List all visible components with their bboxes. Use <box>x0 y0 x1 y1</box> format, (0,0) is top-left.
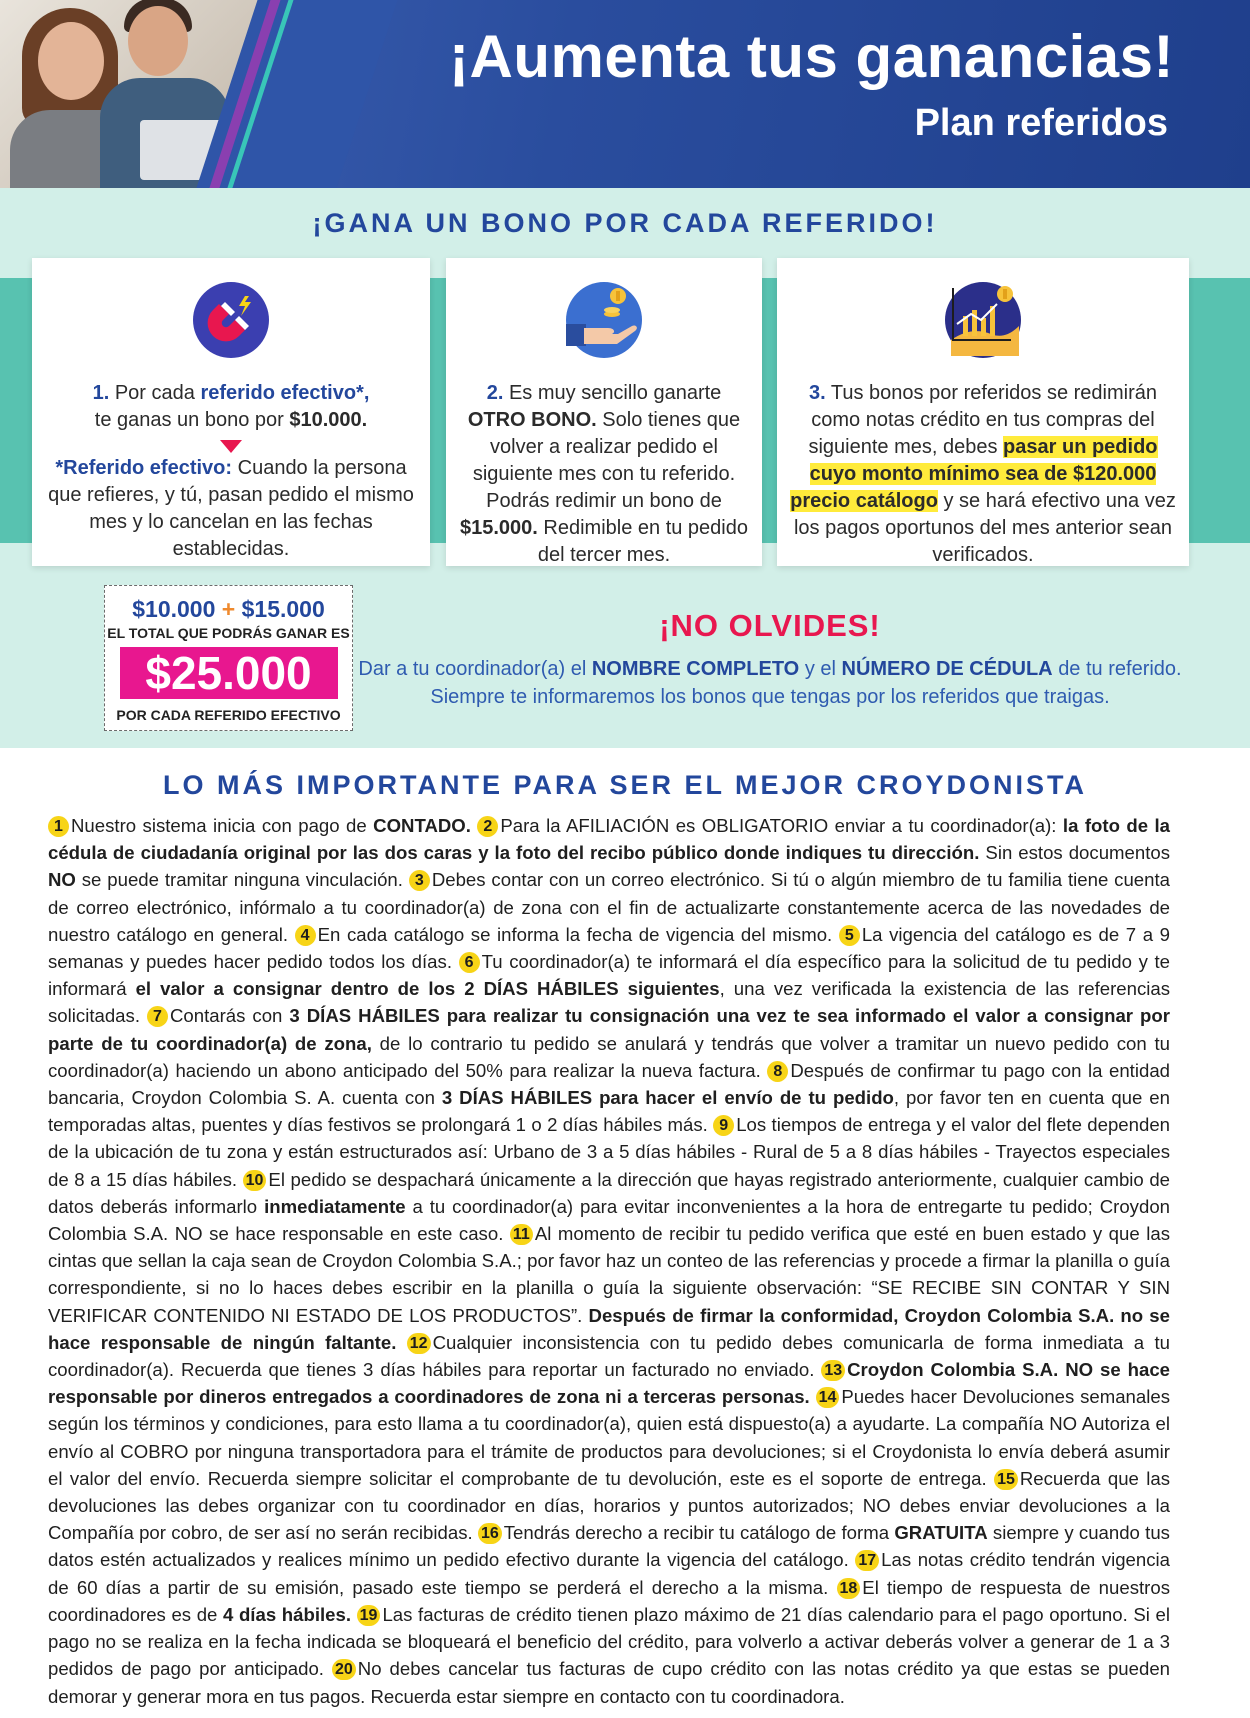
item-number-badge: 9 <box>713 1115 734 1136</box>
hand-coins-icon <box>564 280 644 360</box>
item-number-badge: 14 <box>816 1387 840 1408</box>
header-banner <box>0 0 1250 188</box>
magnet-icon <box>191 280 271 360</box>
item-text: Nuestro sistema inicia con pago de <box>71 815 374 836</box>
list-item <box>48 815 471 836</box>
item-text: El pedido se despachará únicamente a la dirección que hayas registrado anteriormente, cualquier cambio de datos deberás informarlo <box>48 1168 1170 1217</box>
item-text: 3 DÍAS HÁBILES para realizar tu consignación una vez te sea informado el valor a consignar por parte de tu coordinador(a) de zona, <box>48 1005 1170 1054</box>
item-text: La vigencia del catálogo es de 7 a 9 semanas y puedes hacer pedido todos los días. <box>48 923 1170 973</box>
item-text: Debes contar con un correo electrónico. Si tú o algún miembro de tu familia tiene cuenta de correo electrónico, infórmalo a tu coordinador(a) de zona con el fin de actualizarte constantemente acerca de las novedades de nuestro catálogo en general. <box>48 869 1170 945</box>
item-text: siempre y cuando tus datos estén actualizados y realices mínimo un pedido efectivo durante la vigencia del catálogo. <box>48 1522 1170 1571</box>
bonus-card-2: 2. Es muy sencillo ganarte OTRO BONO. Solo tienes que volver a realizar pedido el siguiente mes con tu referido. Podrás redimir un bono de $15.000. Redimible en tu pedido del tercer mes. <box>446 258 762 566</box>
item-text: Puedes hacer Devoluciones semanales según los términos y condiciones, para esto llama a tu coordinador(a), quien está dispuesto(a) a ayudarte. La compañía NO Autoriza el envío al COBRO por ninguna transportadora para el trámite de productos para devoluciones; si el Croydonista lo envía deberá asumir el valor del envío. Recuerda siempre solicitar el comprobante de tu devolución, este es el soporte de entrega. <box>48 1386 1170 1489</box>
growth-chart-icon <box>943 280 1023 360</box>
bonus-card-3: 3. Tus bonos por referidos se redimirán como notas crédito en tus compras del siguiente mes, debes pasar un pedido cuyo monto mínimo sea de $120.000 precio catálogo y se hará efectivo una vez los pagos oportunos del mes anterior sean verificados. <box>777 258 1189 566</box>
item-number-badge: 12 <box>407 1333 431 1354</box>
item-number-badge: 15 <box>994 1469 1018 1490</box>
bonus-section <box>0 188 1250 748</box>
item-number-badge: 3 <box>409 870 430 891</box>
item-number-badge: 18 <box>837 1578 861 1599</box>
item-text: Después de firmar la conformidad, Croydon Colombia S.A. no se hace responsable de ningún faltante. <box>48 1304 1170 1353</box>
item-text: de lo contrario tu pedido se anulará y tendrás que volver a tramitar un nuevo pedido con tu coordinador(a) haciendo un abono anticipado del 50% para realizar la nueva factura. <box>48 1032 1170 1081</box>
note-label: *Referido efectivo: <box>55 457 233 479</box>
item-text: Las notas crédito tendrán vigencia de 60 días a partir de su emisión, pasado este tiempo se perderá el derecho a la misma. <box>48 1549 1170 1598</box>
item-text: NO <box>48 869 76 891</box>
important-list <box>48 812 1170 1710</box>
item-text: el valor a consignar dentro de los 2 DÍAS HÁBILES siguientes <box>135 978 720 1000</box>
total-amount: $25.000 <box>120 647 338 699</box>
item-number-badge: 7 <box>147 1006 168 1027</box>
item-text: a tu coordinador(a) para evitar inconvenientes a la hora de entregarte tu pedido; Croydon Colombia S.A. NO se hace responsable en este caso. <box>48 1195 1171 1245</box>
total-box: $10.000 + $15.000 EL TOTAL QUE PODRÁS GANAR ES $25.000 POR CADA REFERIDO EFECTIVO <box>104 585 353 731</box>
item-text: inmediatamente <box>264 1195 406 1217</box>
item-text: se puede tramitar ninguna vinculación. <box>75 869 403 891</box>
page-title: ¡Aumenta tus ganancias! <box>449 23 1174 90</box>
item-text: , por favor ten en cuenta que en temporadas altas, puentes y días festivos se prolongará 1 o 2 días hábiles más. <box>48 1087 1170 1136</box>
item-text: El tiempo de respuesta de nuestros coordinadores es de <box>48 1576 1170 1625</box>
item-text: la foto de la cédula de ciudadanía original por las dos caras y la foto del recibo público donde indiques tu dirección. <box>48 815 1171 864</box>
reminder-title: ¡NO OLVIDES! <box>659 608 881 643</box>
important-heading: LO MÁS IMPORTANTE PARA SER EL MEJOR CROYDONISTA <box>162 770 1088 800</box>
highlight-text: pasar un pedido cuyo monto mínimo sea de $120.000 precio catálogo <box>790 436 1158 512</box>
item-text: 4 días hábiles. <box>223 1603 352 1625</box>
item-text: Tendrás derecho a recibir tu catálogo de forma <box>503 1522 895 1544</box>
page-subtitle: Plan referidos <box>914 102 1168 144</box>
item-text: Después de confirmar tu pago con la entidad bancaria, Croydon Colombia S. A. cuenta con <box>48 1059 1170 1109</box>
item-text: No debes cancelar tus facturas de cupo crédito con las notas crédito ya que estas se pueden demorar y generar mora en tus pagos. Recuerda estar siempre en contacto con tu coordinadora. <box>48 1658 1171 1707</box>
item-number-badge: 20 <box>332 1659 356 1680</box>
bonus-heading: ¡GANA UN BONO POR CADA REFERIDO! <box>312 208 938 238</box>
item-number-badge: 11 <box>510 1224 533 1245</box>
item-text: Recuerda que las devoluciones las debes organizar con tu coordinador en días, horarios y puntos autorizados; NO debes enviar devoluciones a la Compañía por cobro, de ser así no serán recibidas. <box>48 1467 1171 1544</box>
item-number-badge: 1 <box>48 816 69 837</box>
item-number-badge: 13 <box>821 1360 845 1381</box>
item-text: Sin estos documentos <box>979 842 1171 864</box>
item-text: CONTADO. <box>373 815 471 836</box>
reminder-text: Dar a tu coordinador(a) el NOMBRE COMPLETO y el NÚMERO DE CÉDULA de tu referido. Siempre te informaremos los bonos que tengas por los referidos que traigas. <box>358 658 1182 708</box>
item-text: Al momento de recibir tu pedido verifica que esté en buen estado y que las cintas que sellan la caja sean de Croydon Colombia S.A.; por favor haz un conteo de las referencias y procede a firmar la planilla o guía correspondiente, si no lo haces debes escribir en la planilla o guía la siguiente observación: “SE RECIBE SIN CONTAR Y SIN VERIFICAR CONTENIDO NI ESTADO DE LOS PRODUCTOS”. <box>48 1223 1170 1326</box>
item-number-badge: 6 <box>459 952 480 973</box>
item-text: 3 DÍAS HÁBILES para hacer el envío de tu pedido <box>441 1087 894 1109</box>
item-text: Tu coordinador(a) te informará el día específico para la solicitud de tu pedido y te informará <box>48 951 1170 1000</box>
item-number-badge: 19 <box>357 1605 381 1626</box>
item-text: Para la AFILIACIÓN es OBLIGATORIO enviar a tu coordinador(a): <box>500 815 1063 836</box>
item-number-badge: 4 <box>295 925 316 946</box>
list-item <box>295 924 833 945</box>
item-number-badge: 5 <box>839 925 860 946</box>
item-text: Contarás con <box>169 1005 290 1027</box>
item-text: GRATUITA <box>894 1522 988 1544</box>
note-text: Cuando la persona que refieres, y tú, pasan pedido el mismo mes y lo cancelan en las fechas establecidas. <box>48 457 414 560</box>
item-number-badge: 8 <box>767 1061 788 1082</box>
item-number-badge: 16 <box>478 1523 502 1544</box>
down-arrow-icon <box>220 440 242 453</box>
item-text: Cualquier inconsistencia con tu pedido debes comunicarla de forma inmediata a tu coordinador(a). Recuerda que tienes 3 días hábiles para reportar un facturado no enviado. <box>48 1331 1170 1381</box>
item-text: Los tiempos de entrega y el valor del flete dependen de la ubicación de tu zona y están estructurados así: Urbano de 3 a 5 días hábiles - Rural de 5 a 8 días hábiles - Trayectos especiales de 8 a 15 días hábiles. <box>48 1114 1170 1190</box>
item-text: Las facturas de crédito tienen plazo máximo de 21 días calendario para el pago oportuno. Si el pago no se realiza en la fecha indicada se bloqueará el beneficio del crédito, para volverlo a activar deberás volver a generar de 1 a 3 pedidos de pago por anticipado. <box>48 1603 1170 1680</box>
bonus-card-1: 1. Por cada referido efectivo*, te ganas un bono por $10.000. *Referido efectivo: Cuando la persona que refieres, y tú, pasan pedido el mismo mes y lo cancelan en las fechas establecidas. <box>32 258 430 566</box>
item-text: En cada catálogo se informa la fecha de vigencia del mismo. <box>317 923 833 945</box>
item-text: Croydon Colombia S.A. NO se hace responsable por dineros entregados a coordinadores de zona ni a terceras personas. <box>48 1359 1170 1408</box>
item-number-badge: 17 <box>855 1550 879 1571</box>
item-text: , una vez verificada la existencia de las referencias solicitadas. <box>48 978 1171 1027</box>
item-number-badge: 10 <box>243 1170 267 1191</box>
item-number-badge: 2 <box>477 816 498 837</box>
